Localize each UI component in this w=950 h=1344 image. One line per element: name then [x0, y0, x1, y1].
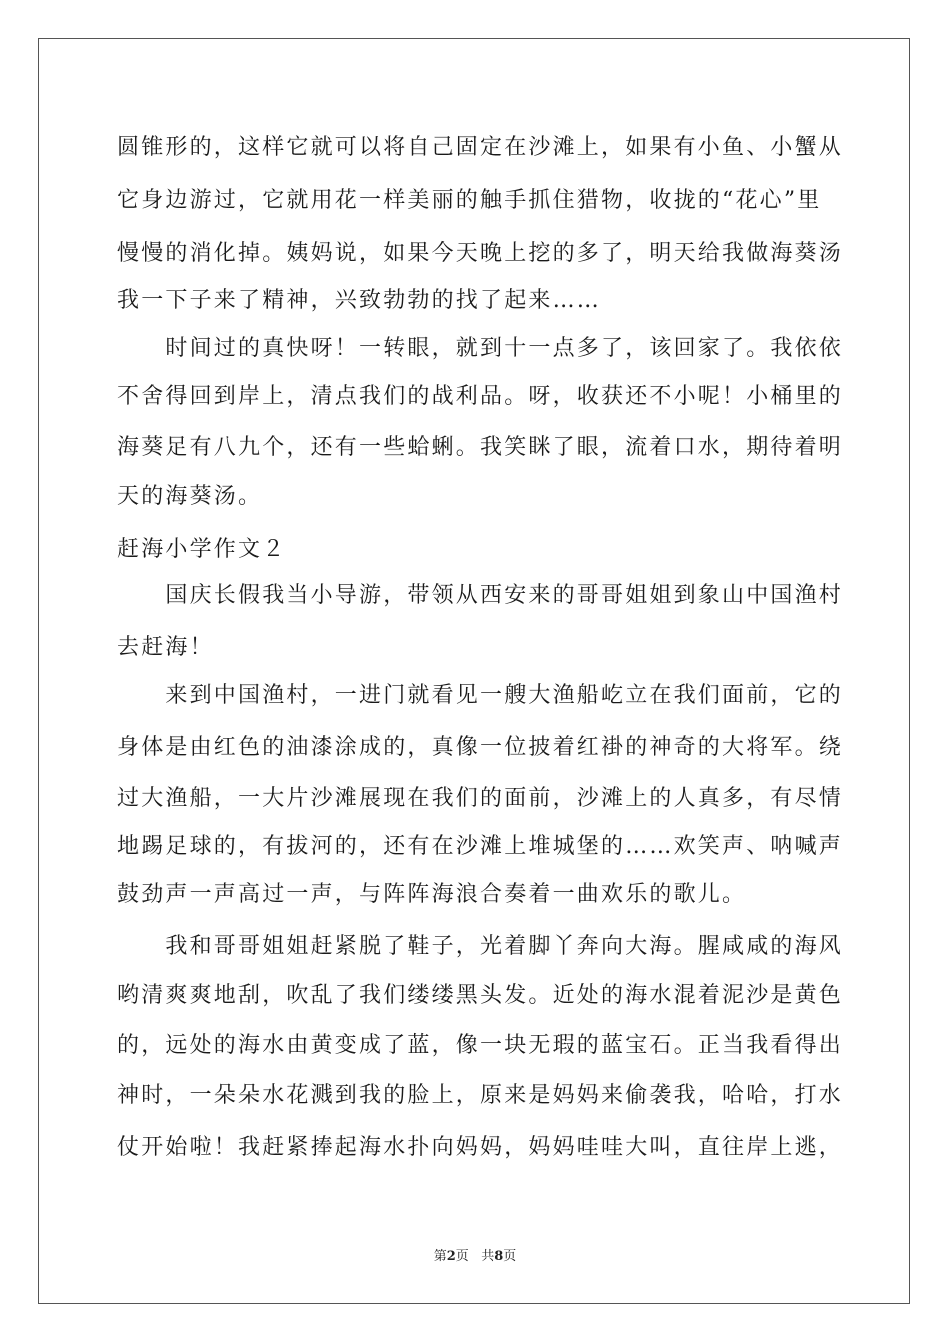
footer-page-prefix: 第	[433, 1249, 447, 1264]
text-line: 不舍得回到岸上，清点我们的战利品。呀，收获还不小呢！小桶里的	[117, 384, 844, 409]
page-border	[38, 38, 910, 1304]
text-line: 的，远处的海水由黄变成了蓝，像一块无瑕的蓝宝石。正当我看得出	[117, 1033, 844, 1058]
text-line: 地踢足球的，有拔河的，还有在沙滩上堆城堡的……欢笑声、呐喊声	[117, 834, 844, 859]
text-line: 仗开始啦！我赶紧捧起海水扑向妈妈，妈妈哇哇大叫，直往岸上逃，	[117, 1135, 844, 1160]
footer-page-suffix: 页	[455, 1249, 469, 1264]
text-line: 我一下子来了精神，兴致勃勃的找了起来……	[117, 288, 602, 313]
text-line: 身体是由红色的油漆涂成的，真像一位披着红褂的神奇的大将军。绕	[117, 735, 844, 760]
page-footer	[0, 1249, 950, 1265]
footer-total-prefix: 共	[481, 1249, 495, 1264]
text-line: 过大渔船，一大片沙滩展现在我们的面前，沙滩上的人真多，有尽情	[117, 786, 844, 811]
text-line: 哟清爽爽地刮，吹乱了我们缕缕黑头发。近处的海水混着泥沙是黄色	[117, 983, 844, 1008]
text-line: 慢慢的消化掉。姨妈说，如果今天晚上挖的多了，明天给我做海葵汤	[117, 241, 844, 266]
text-line: 时间过的真快呀！一转眼，就到十一点多了，该回家了。我依依	[117, 336, 844, 361]
text-line: 鼓劲声一声高过一声，与阵阵海浪合奏着一曲欢乐的歌儿。	[117, 882, 747, 907]
text-line: 来到中国渔村，一进门就看见一艘大渔船屹立在我们面前，它的	[117, 683, 844, 708]
section-heading: 赶海小学作文２	[117, 537, 287, 562]
text-line: 圆锥形的，这样它就可以将自己固定在沙滩上，如果有小鱼、小蟹从	[117, 135, 844, 160]
text-line: 它身边游过，它就用花一样美丽的触手抓住猎物，收拢的“花心”里	[117, 188, 822, 213]
text-line: 我和哥哥姐姐赶紧脱了鞋子，光着脚丫奔向大海。腥咸咸的海风	[117, 934, 844, 959]
footer-total-suffix: 页	[503, 1249, 517, 1264]
text-line: 国庆长假我当小导游，带领从西安来的哥哥姐姐到象山中国渔村	[117, 583, 844, 608]
text-line: 海葵足有八九个，还有一些蛤蜊。我笑眯了眼，流着口水，期待着明	[117, 435, 844, 460]
footer-page-number: 2	[446, 1249, 456, 1264]
text-line: 天的海葵汤。	[117, 484, 263, 509]
text-line: 去赶海！	[117, 635, 214, 660]
footer-total-pages: 8	[494, 1249, 504, 1264]
text-line: 神时，一朵朵水花溅到我的脸上，原来是妈妈来偷袭我，哈哈，打水	[117, 1083, 844, 1108]
